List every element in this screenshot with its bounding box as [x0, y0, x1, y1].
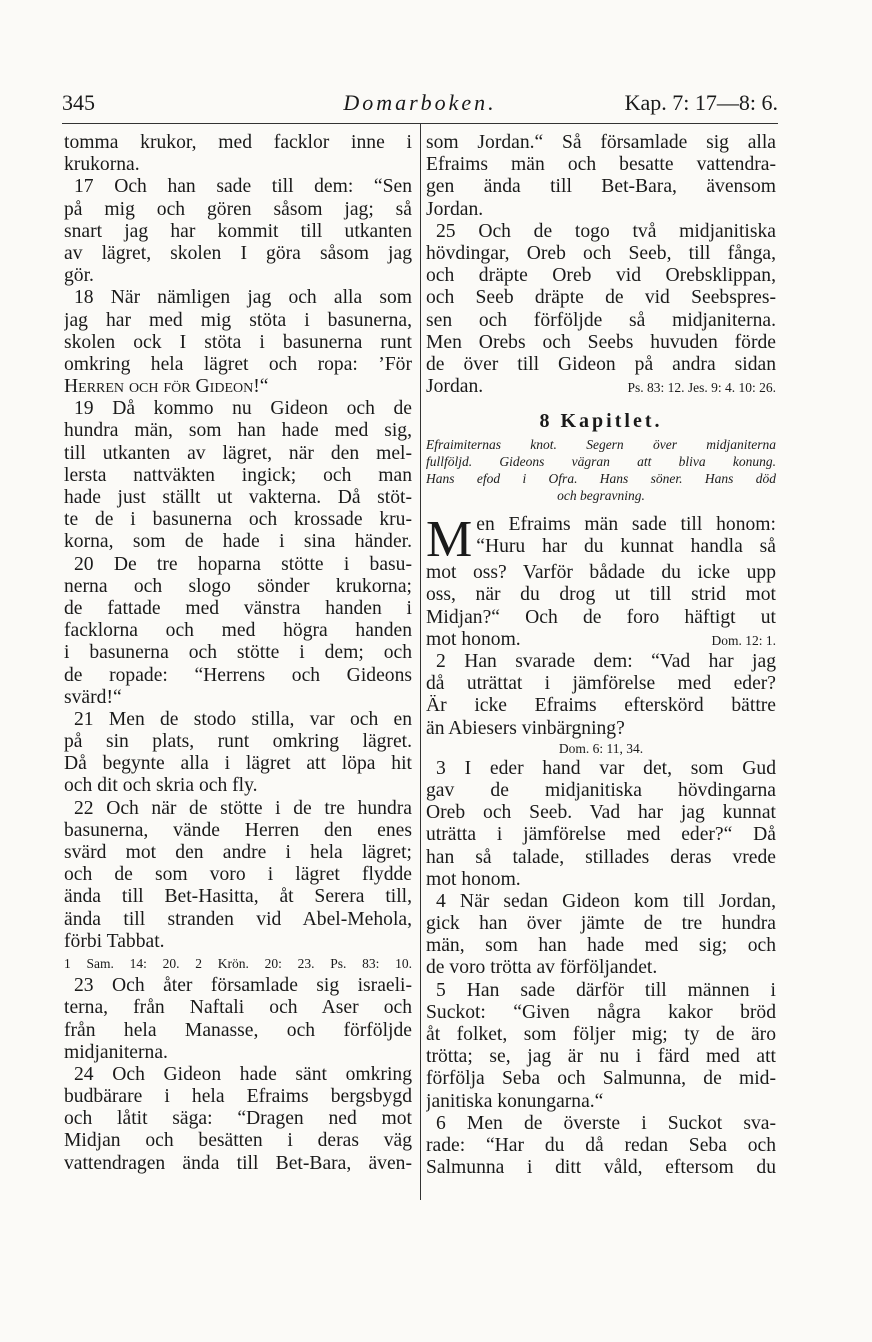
text-line: än Abiesers vinbärgning?: [426, 717, 625, 739]
text-line: sen och förföljde så midjaniterna.: [426, 309, 776, 331]
chapter-reference: Kap. 7: 17—8: 6.: [624, 90, 778, 115]
text-line: Midjan och besätten i deras väg: [64, 1130, 412, 1152]
cross-reference: Ps. 83: 12. Jes. 9: 4. 10: 26.: [627, 380, 776, 396]
text-line: från hela Manasse, och förföljde: [64, 1019, 412, 1041]
text-line: oss, när du drog ut till strid mot: [426, 584, 776, 606]
text-line: 17 Och han sade till dem: “Sen: [74, 176, 412, 198]
text-line: tomma krukor, med facklor inne i: [64, 132, 412, 153]
text-line: Oreb och Seeb. Vad har jag kunnat: [426, 802, 776, 824]
text-line: Då begynte alla i lägret att löpa hit: [64, 753, 412, 775]
text-line: förbi Tabbat.: [64, 930, 165, 952]
drop-cap-paragraph: [426, 514, 776, 562]
summary-line: Hans efod i Ofra. Hans söner. Hans död: [426, 471, 776, 487]
text-line: gen ända till Bet-Bara, ävensom: [426, 176, 776, 198]
cross-reference: Dom. 12: 1.: [711, 632, 776, 648]
text-line: 4 När sedan Gideon kom till Jordan,: [436, 890, 776, 912]
text-line: Jordan.: [426, 198, 484, 220]
text-line: vattendragen ända till Bet-Bara, även-: [64, 1152, 412, 1174]
text-line: mot honom.: [426, 628, 521, 650]
text-line: janitiska konungarna.“: [426, 1090, 604, 1112]
text-line: snart jag har kommit till utkanten: [64, 220, 412, 242]
text-line: Efraims män och besatte vattendra-: [426, 154, 776, 176]
text-line: ända till Bet-Hasitta, åt Serera till,: [64, 886, 412, 908]
text-line: hundra män, som han hade med sig,: [64, 420, 412, 442]
text-line: som Jordan.“ Så församlade sig alla: [426, 132, 776, 153]
page-number: 345: [62, 90, 95, 115]
text-line: terna, från Naftali och Aser och: [64, 997, 412, 1019]
summary-line: Efraimiternas knot. Segern över midjaniterna: [426, 437, 776, 453]
text-line: 20 De tre hoparna stötte i basu-: [74, 553, 412, 575]
text-line: Suckot: “Given några kakor bröd: [426, 1001, 776, 1023]
cross-reference: 1 Sam. 14: 20. 2 Krön. 20: 23. Ps. 83: 10.: [64, 955, 412, 971]
text-line: midjaniterna.: [64, 1041, 168, 1063]
text-line: och Seeb dräpte de vid Seebspres-: [426, 287, 776, 309]
text-line: 21 Men de stodo stilla, var och en: [74, 708, 412, 730]
text-line: män, som han hade med sig; och: [426, 935, 776, 957]
text-line: de ropade: “Herrens och Gideons: [64, 664, 412, 686]
text-line: hade just ställt ut vakterna. Då stöt-: [64, 487, 412, 508]
text-line: trötta; se, jag är nu i färd med att: [426, 1046, 776, 1068]
text-line: 5 Han sade därför till männen i: [436, 979, 776, 1001]
text-line: omkring hela lägret och ropa: ’För: [64, 353, 412, 375]
text-line: 6 Men de överste i Suckot sva-: [436, 1112, 776, 1134]
text-line: lersta nattväkten ingick; och man: [64, 464, 412, 486]
cross-reference: Dom. 6: 11, 34.: [558, 740, 644, 756]
text-line: och dräpte Oreb vid Orebsklippan,: [426, 265, 776, 287]
chapter-summary: [426, 436, 776, 504]
text-line: 24 Och Gideon hade sänt omkring: [74, 1063, 412, 1085]
text-line: mot honom.: [426, 868, 521, 890]
text-line: Är icke Efraims efterskörd bättre: [426, 695, 776, 717]
chapter-heading: 8 Kapitlet.: [539, 410, 663, 433]
text-line: 22 Och när de stötte i de tre hundra: [74, 797, 412, 819]
text-line: hövdingar, Oreb och Seeb, till fånga,: [426, 242, 776, 264]
text-line: te de i basunerna och krossade kru-: [64, 509, 412, 531]
text-line: Jordan.: [426, 376, 484, 398]
text-line: 25 Och de togo två midjanitiska: [436, 220, 776, 242]
text-line: 3 I eder hand var det, som Gud: [436, 757, 776, 779]
text-line: och dit och skria och fly.: [64, 775, 258, 797]
text-line: korna, som de hade i sina händer.: [64, 531, 412, 553]
text-line: rade: “Har du då redan Seba och: [426, 1134, 776, 1156]
text-line: av lägret, skolen I göra såsom jag: [64, 242, 412, 264]
text-line: nerna och slogo sönder krukorna;: [64, 575, 412, 597]
summary-line: fullföljd. Gideons vägran att bliva konung.: [426, 454, 776, 470]
text-line: Midjan?“ Och de foro häftigt ut: [426, 606, 776, 628]
left-column: [64, 132, 412, 1175]
text-line: budbärare i hela Efraims bergsbygd: [64, 1086, 412, 1108]
verse-with-reference: [426, 629, 776, 651]
text-line: han så talade, stillades deras vrede: [426, 846, 776, 868]
text-line: jag har med mig stöta i basunerna,: [64, 309, 412, 331]
text-line: de över till Gideon på andra sidan: [426, 353, 776, 375]
book-title: Domarboken.: [343, 90, 497, 115]
text-line: Men Orebs och Seebs huvuden förde: [426, 331, 776, 353]
text-line: ända till stranden vid Abel-Mehola,: [64, 908, 412, 930]
text-line: gick han över jämte de tre hundra: [426, 913, 776, 935]
column-divider: [420, 124, 421, 1200]
text-line: basunerna, vände Herren den enes: [64, 819, 412, 841]
text-line: åt folket, som följer mig; ty de äro: [426, 1024, 776, 1045]
text-line: mot oss? Varför bådade du icke upp: [426, 562, 776, 584]
text-line: 18 När nämligen jag och alla som: [74, 287, 412, 309]
spacer: [426, 504, 776, 514]
text-line: förfölja Seba och Salmunna, de mid-: [426, 1068, 776, 1090]
text-line: 19 Då kommo nu Gideon och de: [74, 398, 412, 420]
text-line: de voro trötta av förföljandet.: [426, 957, 658, 979]
text-line: Salmunna i ditt våld, eftersom du: [426, 1157, 776, 1179]
drop-cap: M: [426, 514, 473, 563]
text-line: skolen ock I stöta i basunerna runt: [64, 331, 412, 353]
text-line: facklorna och med högra handen: [64, 620, 412, 642]
text-line: uträtta i jämförelse med eder?“ Då: [426, 824, 776, 846]
text-line: till utkanten av lägret, när den mel-: [64, 442, 412, 464]
text-line: svärd!“: [64, 686, 122, 708]
text-line: svärd mot den andre i hela lägret;: [64, 842, 412, 863]
text-line: 23 Och åter församlade sig israeli-: [74, 975, 412, 997]
text-line: “Huru har du kunnat handla så: [476, 536, 776, 558]
text-line: krukorna.: [64, 154, 140, 176]
text-line: 2 Han svarade dem: “Vad har jag: [436, 651, 776, 672]
summary-line: och begravning.: [557, 488, 645, 504]
text-line: de fattade med vänstra handen i: [64, 597, 412, 619]
text-line: gav de midjanitiska hövdingarna: [426, 779, 776, 801]
text-line: i basunerna och stötte i dem; och: [64, 642, 412, 664]
text-line: på sin plats, runt omkring lägret.: [64, 731, 412, 753]
text-line: på mig och gören såsom jag; så: [64, 198, 412, 220]
verse-with-reference: [426, 376, 776, 398]
text-line: gör.: [64, 265, 94, 287]
text-line: då uträttat i jämförelse med eder?: [426, 673, 776, 695]
text-line: Herren och för Gideon!“: [64, 376, 269, 398]
running-header: [62, 90, 778, 124]
text-line: en Efraims män sade till honom:: [476, 514, 776, 536]
right-column: [426, 132, 776, 1179]
text-line: och de som voro i lägret flydde: [64, 864, 412, 886]
text-line: och låtit säga: “Dragen ned mot: [64, 1108, 412, 1130]
